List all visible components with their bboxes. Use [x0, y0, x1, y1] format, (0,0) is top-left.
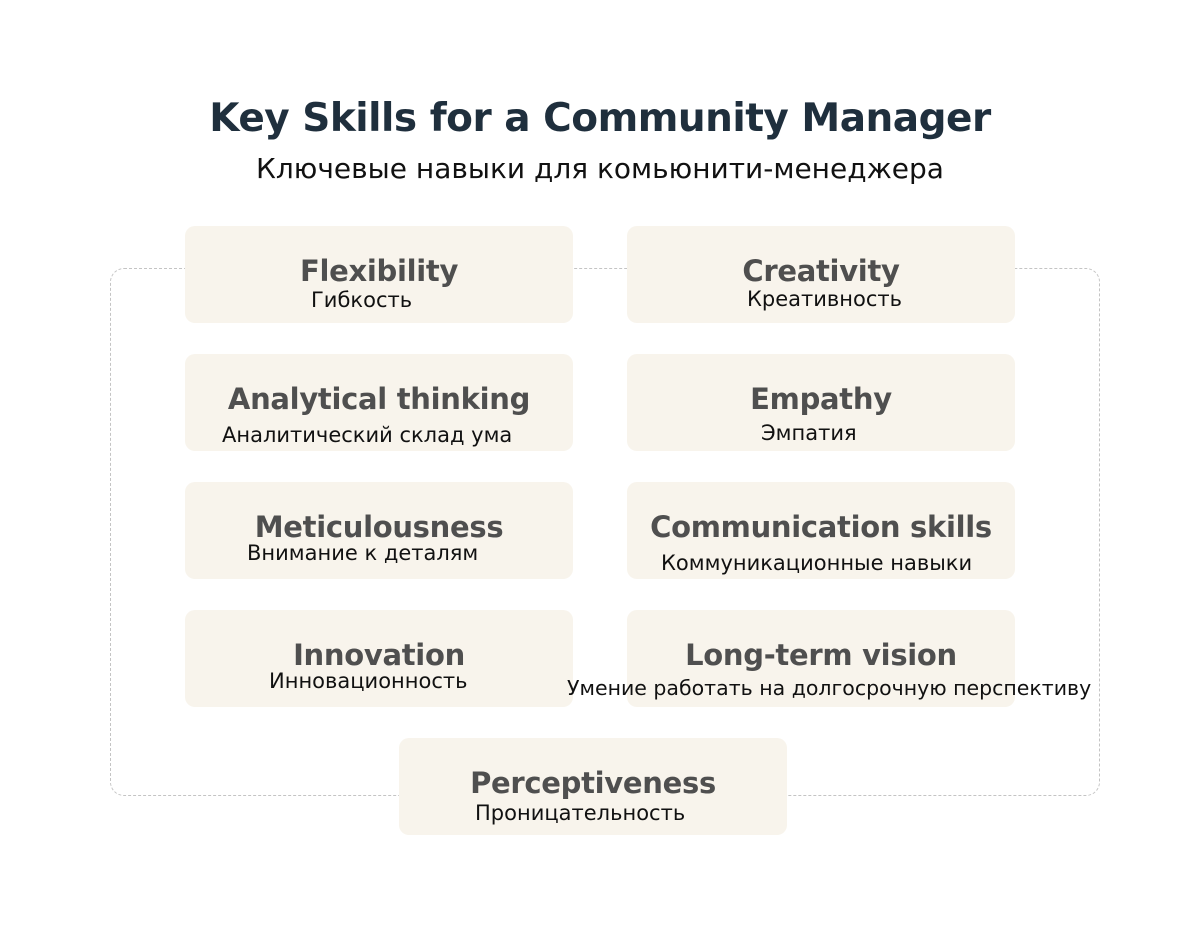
- skill-card-long-term-vision: [567, 610, 1092, 707]
- skill-card-perceptiveness: [399, 738, 787, 835]
- page-subtitle: Ключевые навыки для комьюнити-менеджера: [256, 152, 944, 185]
- skill-title: Innovation: [293, 638, 465, 672]
- skill-title: Analytical thinking: [227, 382, 531, 416]
- skill-title: Communication skills: [650, 510, 992, 544]
- skill-card-meticulousness: [185, 482, 573, 579]
- skill-translation: Умение работать на долгосрочную перспективу: [567, 676, 1092, 700]
- skill-translation: Внимание к деталям: [247, 541, 479, 565]
- skill-card-communication-skills: [627, 482, 1015, 579]
- skill-card-flexibility: [185, 226, 573, 323]
- skill-title: Empathy: [750, 382, 892, 416]
- skill-card-analytical-thinking: [185, 354, 573, 451]
- skill-card-innovation: [185, 610, 573, 707]
- skill-translation: Эмпатия: [761, 421, 857, 445]
- skill-title: Flexibility: [299, 254, 459, 288]
- skill-title: Meticulousness: [254, 510, 504, 544]
- skill-translation: Креативность: [747, 287, 903, 311]
- skill-card-creativity: [627, 226, 1015, 323]
- skill-translation: Гибкость: [311, 288, 413, 312]
- skill-title: Perceptiveness: [470, 766, 716, 800]
- skill-translation: Аналитический склад ума: [222, 423, 513, 447]
- skill-card-empathy: [627, 354, 1015, 451]
- page-title: Key Skills for a Community Manager: [209, 96, 991, 141]
- skill-title: Creativity: [742, 254, 900, 288]
- skill-title: Long-term vision: [685, 638, 957, 672]
- skill-translation: Инновационность: [269, 669, 468, 693]
- skill-translation: Проницательность: [475, 801, 686, 825]
- skill-translation: Коммуникационные навыки: [661, 551, 973, 575]
